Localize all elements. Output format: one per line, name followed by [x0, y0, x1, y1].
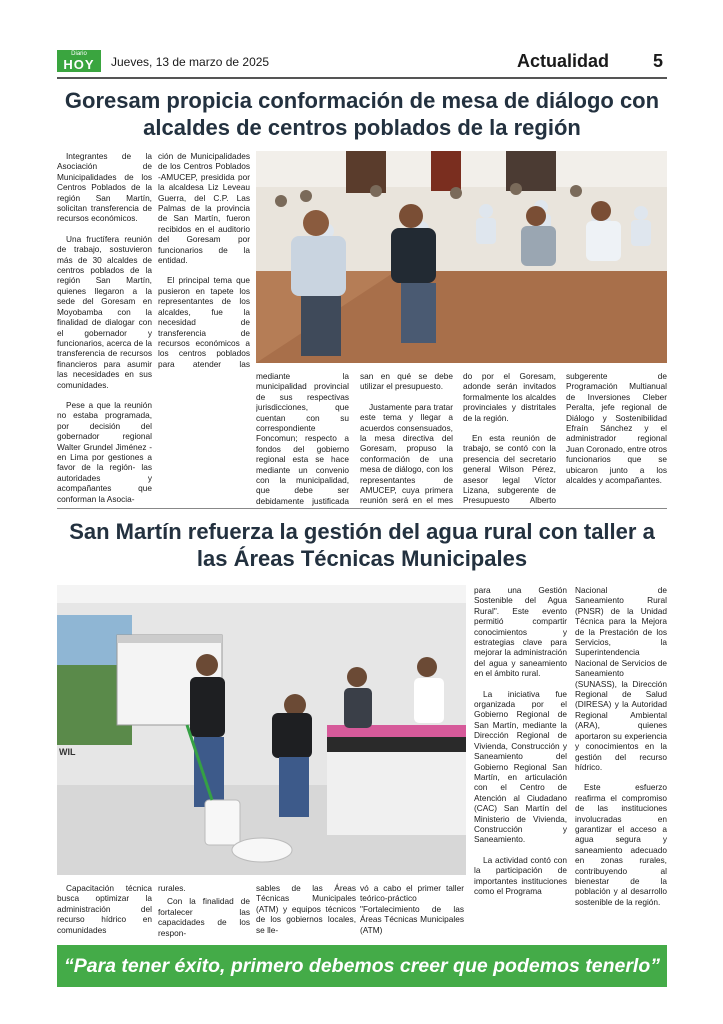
photo-sign-text: WIL: [59, 747, 76, 757]
paragraph: Este esfuerzo reafirma el compromiso de las instituciones involucradas en garantizar el acceso a agua segura y saneamiento adecuado en zonas rurales, contribuyendo al bienestar de la población y al desarrollo sostenible de la región.: [575, 782, 667, 907]
paragraph: subgerente de Programación Multianual de Inversiones Cleber Peralta, jefe regional de Diálogo y Sostenibilidad Efraín Sánchez y el administrador regional Juan Coronado, entre otros funcionarios que se ubicaron junto a los alcaldes y acompañantes.: [566, 371, 667, 486]
paragraph: Pese a que la reunión no estaba programada, por decisión del gobernador regional Walter Grundel Jiménez -en Lima por gestiones a favor de la región- las autoridades y acompañantes que conforman la Asocia-: [57, 399, 152, 504]
paragraph: Una fructífera reunión de trabajo, sostuvieron más de 30 alcaldes de centros poblados de la región San Martín, quienes llegaron a la sede del Goresam en Moyobamba con la finalidad de dialogar con el gobernador y funcionarios, acerca de la transferencia de recursos financieros para asumir las necesidades en sus comunidades.: [57, 233, 152, 390]
meeting-photo: [256, 151, 667, 363]
article2-headline: San Martín refuerza la gestión del agua rural con taller a las Áreas Técnicas Municipales: [69, 519, 655, 571]
article2-right-column-1: [474, 585, 567, 940]
article1-column-3: [256, 371, 349, 506]
article2-right-column-2: [575, 585, 667, 940]
paragraph: para una Gestión Sostenible del Agua Rural". Este evento permitió compartir conocimientos y estrategias clave para mejorar la administración del agua y saneamiento en el ámbito rural.: [474, 585, 567, 679]
article1-headline: Goresam propicia conformación de mesa de diálogo con alcaldes de centros poblados de la región: [64, 88, 660, 140]
paragraph: El principal tema que pusieron en tapete los representantes de los alcaldes, fue la necesidad de transferencia de recursos económicos a los centros poblados para atender las: [158, 275, 250, 369]
workshop-photo-illustration: [57, 585, 466, 875]
paragraph: La actividad contó con la participación de importantes instituciones como el Programa: [474, 854, 567, 896]
logo-small-text: Diario: [71, 51, 87, 57]
logo-name: HOY: [63, 57, 95, 72]
article2-bottom-column-1: [57, 883, 152, 943]
meeting-photo-illustration: [256, 151, 667, 363]
workshop-photo: [57, 585, 466, 875]
issue-date: Jueves, 13 de marzo de 2025: [111, 55, 270, 69]
article2-bottom-column-4: [360, 883, 464, 943]
paragraph: san en qué se debe utilizar el presupuesto.: [360, 371, 453, 392]
paragraph: Integrantes de la Asociación de Municipalidades de los Centros Poblados de la región San Martín, solicitan transferencia de recursos económicos.: [57, 151, 152, 224]
paragraph: mediante la municipalidad provincial de sus respectivas jurisdicciones, que cuentan con su correspondiente Foncomun; respecto a fondos del gobierno regional esta se hace mediante un convenio con la municipalidad, que debe ser debidamente justificada: [256, 371, 349, 506]
newspaper-logo: [57, 50, 101, 72]
page-number: 5: [652, 51, 663, 71]
article1-column-1: [57, 151, 152, 506]
paragraph: rurales.: [158, 883, 186, 893]
article1-column-6: [566, 371, 667, 506]
paragraph: sables de las Áreas Técnicas Municipales (ATM) y equipos técnicos de los gobiernos locales, se lle-: [256, 883, 356, 935]
article1-column-5: [463, 371, 556, 506]
section-title: Actualidad: [517, 51, 610, 71]
header-rule: [57, 77, 667, 79]
page-header: [57, 50, 667, 76]
paragraph: Justamente para tratar este tema y llegar a acuerdos consensuados, la mesa directiva del Goresam, propuso la conformación de una mesa de diálogo, con los representantes de AMUCEP, cuya primera reunión será en el mes: [360, 401, 453, 506]
article2-bottom-column-2: [158, 883, 250, 943]
paragraph: Con la finalidad de fortalecer las capacidades de los respon-: [158, 896, 250, 938]
paragraph: vó a cabo el primer taller teórico-práctico "Fortalecimiento de las Áreas Técnicas Municipales (ATM): [360, 883, 464, 935]
article1-column-2: [158, 151, 250, 371]
article1-column-4: [360, 371, 453, 506]
paragraph: La iniciativa fue organizada por el Gobierno Regional de San Martín, mediante la Dirección Regional de Vivienda, Construcción y Saneamiento del Gobierno Regional San Martín, en articulación con el Centro de Atención al Ciudadano (CAC) San Martín del Ministerio de Vivienda, Construcción y Saneamiento.: [474, 688, 567, 845]
paragraph: do por el Goresam, adonde serán invitados formalmente los alcaldes provinciales y distritales de la región.: [463, 371, 556, 423]
article-divider: [57, 508, 667, 509]
paragraph: En esta reunión de trabajo, se contó con la presencia del secretario general Wilson Pérez, asesor legal Víctor Lizana, subgerente de Presupuesto Alberto: [463, 433, 556, 506]
quote-banner: “Para tener éxito, primero debemos creer que podemos tenerlo”: [57, 945, 667, 987]
paragraph: Capacitación técnica busca optimizar la administración del recurso hídrico en comunidades: [57, 883, 152, 935]
article2-bottom-column-3: [256, 883, 356, 943]
paragraph: ción de Municipalidades de los Centros Poblados -AMUCEP, presidida por la alcaldesa Liz Leveau Guerra, del C.P. Las Palmas de la provincia de San Martín, fueron recibidos en el auditorio del Goresam por funcionarios de la entidad.: [158, 151, 250, 266]
paragraph: Nacional de Saneamiento Rural (PNSR) de la Unidad Técnica para la Mejora de la Prestación de los Servicios, la Superintendencia Nacional de Servicios de Saneamiento (SUNASS), la Dirección Regional de Salud (DIRESA) y la Autoridad Regional Ambiental (ARA), quienes aportaron su experiencia y conocimientos en la gestión del recurso hídrico.: [575, 585, 667, 772]
